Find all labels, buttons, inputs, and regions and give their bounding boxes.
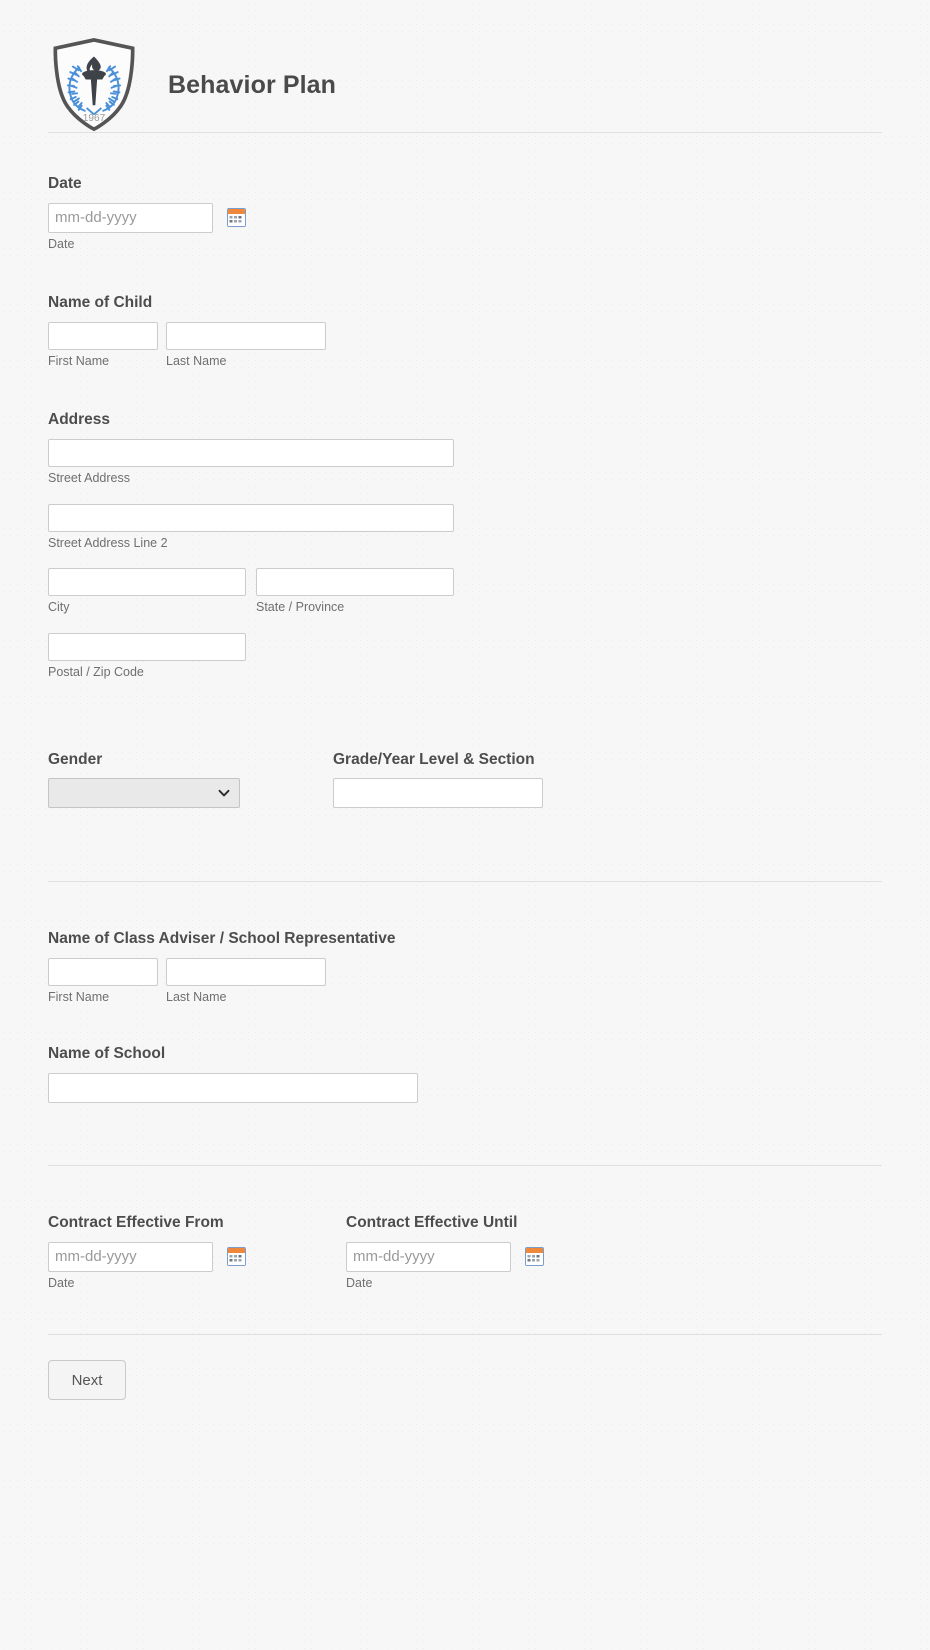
contract-from-field — [48, 1214, 346, 1291]
state-province-sublabel: State / Province — [256, 600, 345, 615]
contract-until-field — [346, 1214, 544, 1291]
state-province-input[interactable] — [256, 568, 454, 596]
date-field — [48, 175, 882, 252]
postal-zip-sublabel: Postal / Zip Code — [48, 664, 144, 679]
child-name-field — [48, 294, 882, 369]
gender-selected-value — [49, 782, 65, 792]
date-label: Date — [48, 175, 82, 192]
gender-field — [48, 751, 333, 809]
street-address-sublabel: Street Address — [48, 471, 130, 486]
contract-until-sublabel: Date — [346, 1275, 373, 1290]
street-address-line2-input[interactable] — [48, 504, 454, 532]
calendar-icon[interactable] — [227, 208, 246, 227]
child-first-name-sublabel: First Name — [48, 353, 110, 368]
adviser-name-label: Name of Class Adviser / School Representative — [48, 930, 396, 948]
form-header — [0, 0, 930, 132]
contract-dates-section — [0, 1166, 930, 1291]
address-label: Address — [48, 411, 111, 429]
adviser-last-name-input[interactable] — [166, 958, 326, 986]
grade-input[interactable] — [333, 778, 543, 808]
postal-zip-input[interactable] — [48, 633, 246, 661]
next-button[interactable]: Next — [48, 1360, 126, 1400]
shield-torch-laurel-logo — [48, 36, 140, 134]
date-sublabel: Date — [48, 236, 75, 251]
gender-grade-section — [0, 681, 930, 809]
adviser-first-name-sublabel: First Name — [48, 989, 110, 1004]
grade-field — [333, 751, 543, 809]
child-name-section — [0, 252, 930, 369]
date-input[interactable] — [48, 203, 213, 233]
adviser-name-field — [48, 930, 882, 1005]
city-input[interactable] — [48, 568, 246, 596]
contract-from-label: Contract Effective From — [48, 1213, 224, 1231]
form-footer — [0, 1335, 930, 1400]
logo-year: 1967 — [82, 112, 106, 124]
contract-until-label: Contract Effective Until — [346, 1213, 518, 1231]
child-name-label: Name of Child — [48, 294, 153, 312]
calendar-icon[interactable] — [227, 1247, 246, 1266]
adviser-first-name-input[interactable] — [48, 958, 158, 986]
address-field — [48, 411, 882, 680]
grade-label: Grade/Year Level & Section — [333, 750, 535, 768]
child-first-name-input[interactable] — [48, 322, 158, 350]
street-address-line2-sublabel: Street Address Line 2 — [48, 535, 168, 550]
gender-select[interactable] — [48, 778, 240, 808]
school-name-field — [48, 1045, 882, 1103]
child-last-name-sublabel: Last Name — [166, 353, 227, 368]
chevron-down-icon — [218, 787, 230, 799]
contract-from-sublabel: Date — [48, 1275, 75, 1290]
adviser-last-name-sublabel: Last Name — [166, 989, 227, 1004]
street-address-input[interactable] — [48, 439, 454, 467]
contract-until-input[interactable] — [346, 1242, 511, 1272]
adviser-section — [0, 882, 930, 1005]
school-name-label: Name of School — [48, 1045, 166, 1063]
school-name-input[interactable] — [48, 1073, 418, 1103]
calendar-icon[interactable] — [525, 1247, 544, 1266]
gender-label: Gender — [48, 750, 103, 768]
date-section — [0, 133, 930, 252]
contract-from-input[interactable] — [48, 1242, 213, 1272]
city-sublabel: City — [48, 600, 70, 615]
child-last-name-input[interactable] — [166, 322, 326, 350]
page-title: Behavior Plan — [168, 70, 337, 99]
address-section — [0, 369, 930, 680]
school-section — [0, 1005, 930, 1103]
